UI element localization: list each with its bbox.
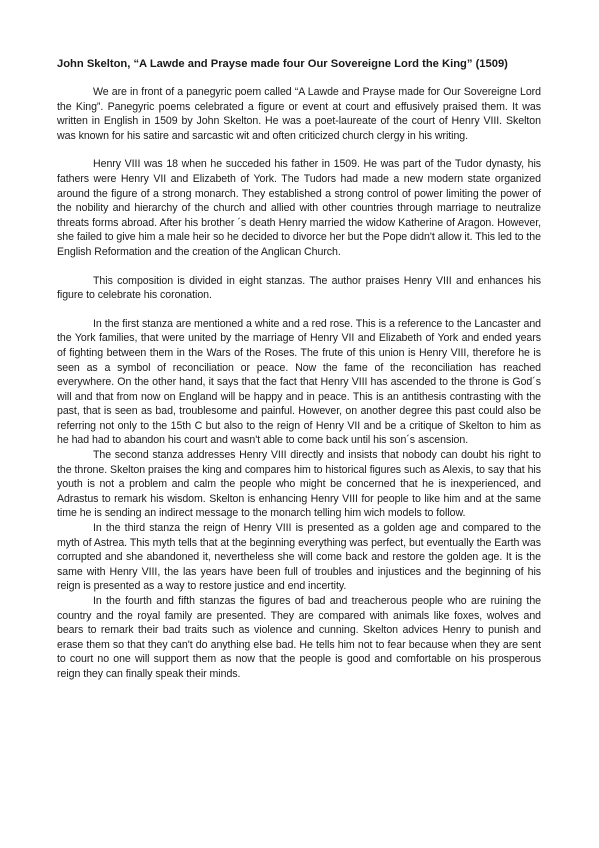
document-body (57, 57, 541, 682)
document-title: John Skelton, “A Lawde and Prayse made four Our Sovereigne Lord the King” (1509) (57, 58, 508, 70)
paragraph-introduction: We are in front of a panegyric poem called “A Lawde and Prayse made for Our Sovereigne Lord the King”. Panegyric poems celebrated a figure or event at court and effusively praised them. It was written in English in 1509 by John Skelton. He was a poet-laureate of the court of Henry VIII. Skelton was known for his satire and sarcastic wit and often criticized church clergy in his writing. (57, 86, 541, 142)
paragraph-second-stanza: The second stanza addresses Henry VIII directly and insists that nobody can doubt his right to the throne. Skelton praises the king and compares him to historical figures such as Alexis, to say that his youth is not a problem and calm the people who might be concerned that he is inexperienced, and Adrastus to remark his wisdom. Skelton is enhancing Henry VIII for people to like him and at the same time he is sending an indirect message to the monarch telling him wich models to follow. (57, 449, 541, 520)
paragraph-structure: This composition is divided in eight stanzas. The author praises Henry VIII and enhances his figure to celebrate his coronation. (57, 274, 541, 302)
paragraph-first-stanza: In the first stanza are mentioned a white and a red rose. This is a reference to the Lancaster and the York families, that were united by the marriage of Henry VII and Elizabeth of York and ended years of fighting between them in the Wars of the Roses. The frute of this union is Henry VIII, therefore he is seen as a symbol of reconciliation or peace. Now the fame of the reconciliation has reached everywhere. On the other hand, it says that the fact that Henry VIII has ascended to the throne is God´s will and that from now on England will be happy and in peace. This is an antithesis contrasting with the past, that is seen as bad, troublesome and painful. However, on another degree this past could also be referring not only to the 15th C but also to the reign of Henry VII and be a critique of Skelton to him as he had had to abandon his court and wasn't able to come back until his son´s ascension. (57, 317, 541, 447)
paragraph-historical-context: Henry VIII was 18 when he succeded his father in 1509. He was part of the Tudor dynasty, his fathers were Henry VII and Elizabeth of York. The Tudors had made a new modern state organized around the figure of a strong monarch. They established a strong control of power limiting the power of the nobility and hierarchy of the church and allied with other countries through marriage to neutralize threats forms abroad. After his brother ´s death Henry married the widow Katherine of Aragon. However, she failed to give him a male heir so he decided to divorce her but the Pope didn't allow it. This led to the English Reformation and the creation of the Anglican Church. (57, 158, 541, 258)
paragraph-third-stanza: In the third stanza the reign of Henry VIII is presented as a golden age and compared to the myth of Astrea. This myth tells that at the beginning everything was perfect, but eventually the Earth was corrupted and she abandoned it, nevertheless she will come back and restore the golden age. It is the same with Henry VIII, the las years have been full of troubles and injustices and the beginning of his reign is presented as a way to restore justice and end incertity. (57, 522, 541, 593)
paragraph-fourth-fifth-stanzas: In the fourth and fifth stanzas the figures of bad and treacherous people who are ruining the country and the royal family are presented. They are compared with animals like foxes, wolves and bears to remark their bad traits such as violence and cunning. Skelton advices Henry to punish and erase them so that they can't do anything else bad. He tells him not to fear because when they are sent to court no one will support them as now that the people is good and comfortable on his prosperous reign they can finally speak their minds. (57, 595, 541, 680)
